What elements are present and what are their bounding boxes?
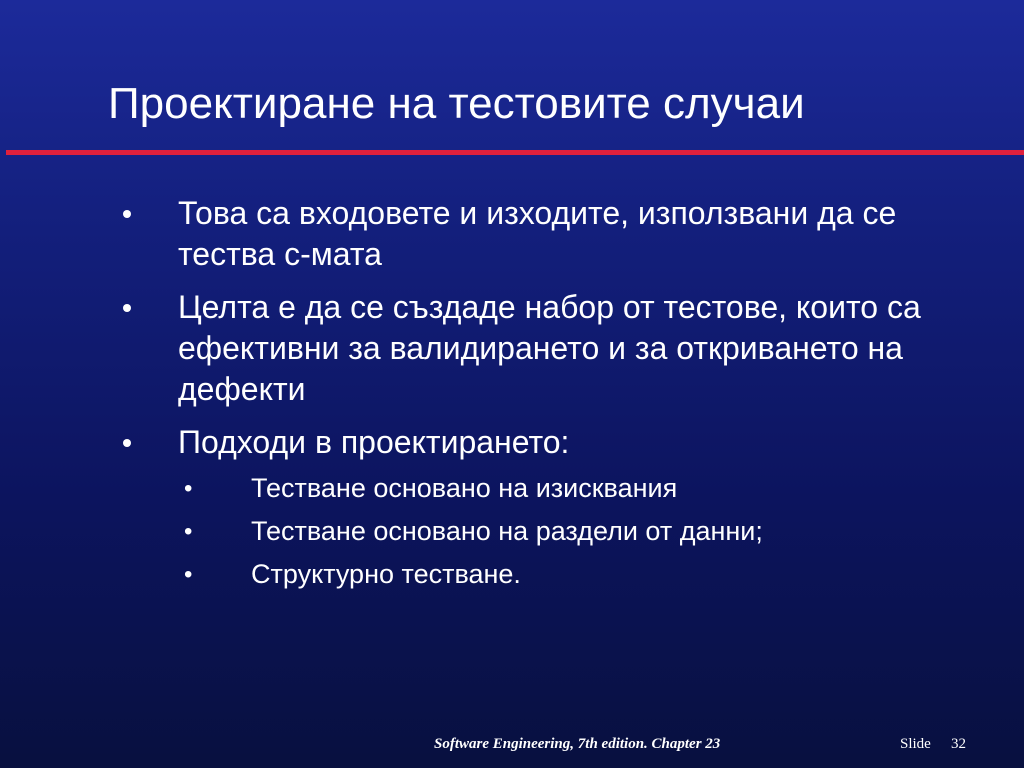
- bullet-text: Целта е да се създаде набор от тестове, които са ефективни за валидирането и за откриването на дефекти: [178, 289, 921, 407]
- sub-bullet-text: Тестване основано на изисквания: [251, 473, 678, 503]
- sub-bullet-item: [184, 510, 998, 553]
- bullet-item: [118, 422, 998, 596]
- sub-bullet-text: Структурно тестване.: [251, 559, 521, 589]
- bullet-text: Това са входовете и изходите, използвани да се тества с-мата: [178, 195, 897, 272]
- bullet-dot-icon: [123, 210, 131, 218]
- bullet-text: Подходи в проектирането:: [178, 424, 570, 460]
- bullet-item: [118, 193, 998, 275]
- footer-slide-number: 32: [951, 736, 966, 752]
- sub-bullet-item: [184, 467, 998, 510]
- footer-slide-label: Slide: [900, 736, 931, 752]
- sub-bullet-text: Тестване основано на раздели от данни;: [251, 516, 763, 546]
- bullet-item: [118, 287, 998, 410]
- sub-bullet-dot-icon: •: [184, 518, 193, 545]
- bullet-dot-icon: [123, 439, 131, 447]
- sub-bullet-list: [178, 467, 998, 596]
- sub-bullet-dot-icon: •: [184, 561, 193, 588]
- bullet-dot-icon: [123, 304, 131, 312]
- title-underline: [6, 150, 1024, 155]
- sub-bullet-item: [184, 553, 998, 596]
- bullet-list: [118, 193, 998, 608]
- sub-bullet-dot-icon: •: [184, 475, 193, 502]
- footer-book-title: Software Engineering, 7th edition. Chapter 23: [434, 736, 721, 752]
- slide-title: Проектиране на тестовите случаи: [108, 79, 805, 128]
